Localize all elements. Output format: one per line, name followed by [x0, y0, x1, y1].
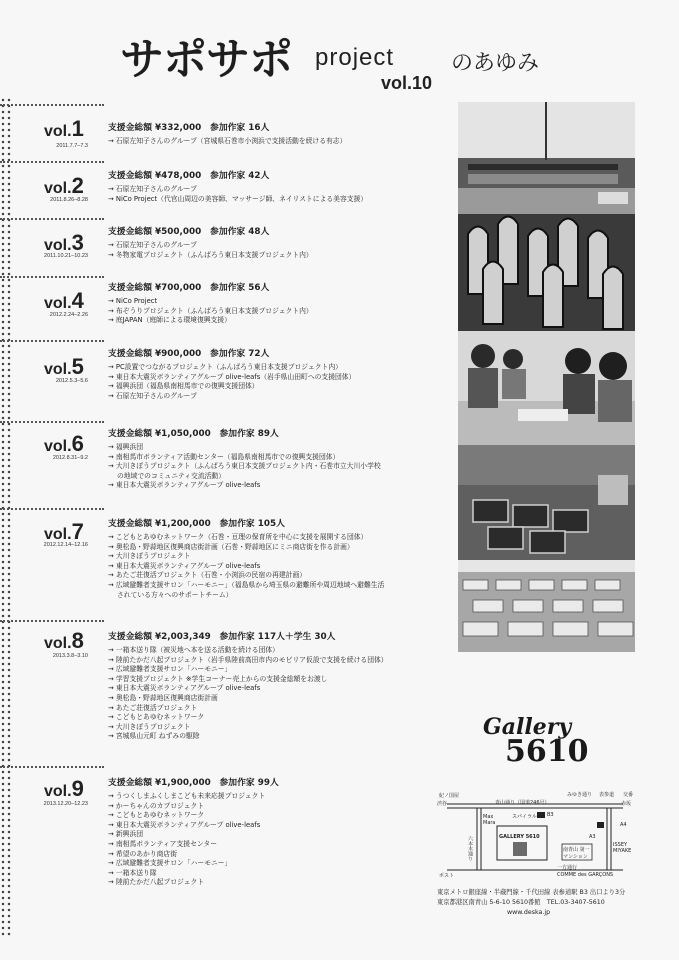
- vol-recipient-list: [108, 792, 458, 888]
- list-item: → 一箱本送り隊（被災地へ本を送る活動を続ける団体）: [108, 646, 279, 654]
- list-item: → 南相馬市ボランティア活動センター（福島県南相馬市での復興支援団体）: [108, 452, 340, 461]
- map-label: ポスト: [439, 873, 455, 879]
- vol-block-8: [0, 620, 458, 764]
- photo-building: [458, 102, 635, 214]
- list-item: → こどもとあゆむネットワーク: [108, 811, 205, 820]
- list-item: → 石原左知子さんのグループ: [108, 185, 197, 193]
- vol-label: vol.6: [44, 431, 84, 456]
- photo-people-workshop: [458, 331, 635, 445]
- list-item: → 広域避難者支援サロン「ハーモニー」: [108, 859, 232, 868]
- vol-date: 2011.7.7–7.3: [56, 143, 88, 149]
- address-line: 東京メトロ銀座線・半蔵門線・千代田線 表参道駅 B3 出口より3分: [437, 889, 626, 896]
- list-item: → 東日本大震災ボランティアグループ olive-leafs: [108, 561, 261, 570]
- map-label: 交番: [623, 792, 634, 798]
- vol-label: vol.5: [44, 354, 84, 379]
- vol-label: vol.7: [44, 519, 84, 544]
- photo-crates: [458, 445, 635, 560]
- vol-block-4: [0, 276, 458, 338]
- list-item: → 布ぞうりプロジェクト（ふんばろう東日本支援プロジェクト内）: [108, 306, 313, 315]
- list-item: → 石原左知子さんのグループ: [108, 241, 197, 249]
- list-item: → 大川きぼうプロジェクト: [108, 722, 191, 731]
- title-vol: vol.10: [381, 73, 433, 93]
- list-item: → 希望のあかり商店街: [108, 849, 178, 858]
- vol-block-9: [0, 766, 458, 916]
- list-item: → かーちゃんのカプロジェクト: [108, 801, 205, 810]
- vol-block-1: [0, 104, 458, 160]
- vol-date: 2011.8.26–8.28: [50, 197, 88, 203]
- gallery-logo-number: 5610: [505, 734, 589, 769]
- list-item: → 新興浜団: [108, 830, 144, 839]
- list-item: → 学習支援プロジェクト ※学生コーナー売上からの支援金総額をお渡し: [108, 674, 328, 683]
- vol-body: [108, 777, 458, 888]
- vol-separator: [0, 421, 104, 423]
- access-address: [437, 888, 637, 918]
- map-label: みゆき通り: [567, 792, 593, 798]
- vol-body: [108, 122, 458, 147]
- vol-body: [108, 428, 458, 491]
- map-label: スパイラル: [512, 814, 537, 820]
- vol-amount: 支援金総額 ¥1,900,000 参加作家 99人: [108, 778, 279, 788]
- vol-amount: 支援金総額 ¥500,000 参加作家 48人: [108, 227, 270, 237]
- title-sub: のあゆみ: [451, 51, 540, 76]
- list-item: → PC設置でつながるプロジェクト（ふんばろう東日本支援プロジェクト内）: [108, 363, 342, 371]
- vol-separator: [0, 340, 104, 342]
- list-item: → 大川きぼうプロジェクト: [108, 552, 191, 561]
- vol-amount: 支援金総額 ¥700,000 参加作家 56人: [108, 283, 270, 293]
- title-project: project: [315, 44, 395, 71]
- vol-body: [108, 170, 458, 204]
- vol-date: 2011.10.21–10.23: [44, 253, 88, 259]
- vol-block-6: [0, 421, 458, 507]
- list-item: → NiCo Project: [108, 297, 158, 305]
- list-item: → こどもとあゆむネットワーク: [108, 713, 205, 722]
- vol-body: [108, 282, 458, 326]
- list-item: → 東日本大震災ボランティアグループ olive-leafs: [108, 820, 261, 829]
- list-item: → NiCo Project（代官山周辺の美容師、マッサージ師、ネイリストによる美容支援）: [108, 194, 368, 203]
- map-label: GALLERY 5610: [499, 834, 540, 840]
- vol-recipient-list: [108, 137, 458, 147]
- vol-body: [108, 226, 458, 260]
- list-item: → うつくしまふくしまこども未来応援プロジェクト: [108, 792, 266, 800]
- list-item: → 広域避難者支援サロン「ハーモニー」（福島県から埼玉県の避難所や周辺地域へ避難生活: [108, 580, 385, 589]
- list-item: → 広域避難者支援サロン「ハーモニー」: [108, 665, 232, 674]
- vol-recipient-list: [108, 443, 458, 491]
- photo-sandals: [458, 214, 635, 331]
- vol-body: [108, 518, 458, 600]
- access-map: [437, 790, 633, 884]
- vol-separator: [0, 620, 104, 622]
- photo-strip: [458, 102, 635, 652]
- list-item: → 南相馬ボランティア支援センター: [108, 839, 217, 848]
- map-label: 一方通行: [557, 865, 578, 871]
- vol-label: vol.4: [44, 288, 84, 313]
- vol-amount: 支援金総額 ¥1,200,000 参加作家 105人: [108, 519, 285, 529]
- list-item: → あたご荘復活プロジェクト: [108, 703, 198, 712]
- vol-block-5: [0, 340, 458, 420]
- map-label: COMME des GARÇONS: [557, 872, 614, 878]
- list-item: → 福興浜団（福島県南相馬市での復興支援団体）: [108, 382, 259, 391]
- list-item: → 陸前たかだ八起プロジェクト（岩手県陸前高田市内のモビリア仮設で支援を続ける団体）: [108, 655, 388, 664]
- vol-separator: [0, 161, 104, 163]
- vol-recipient-list: [108, 297, 458, 326]
- list-item: → こどもとあゆむネットワーク（石巻・亘理の保育所を中心に支援を展開する団体）: [108, 533, 368, 541]
- list-item: → 福興浜団: [108, 443, 144, 451]
- list-item: → 石原左知子さんのグループ（宮城県石巻市小渕浜で支援活動を続ける有志）: [108, 137, 347, 145]
- photo-temporary-housing: [458, 560, 635, 652]
- list-item: → 大川きぼうプロジェクト（ふんばろう東日本支援プロジェクト内・石巻市立大川小学校: [108, 462, 381, 471]
- map-label: 南青山 第一マンション: [563, 847, 590, 860]
- vol-date: 2012.8.31–9.2: [52, 455, 88, 461]
- list-item: されている方々へのサポートチーム）: [108, 590, 233, 599]
- vol-date: 2012.2.24–2.26: [49, 312, 88, 318]
- vol-recipient-list: [108, 241, 458, 260]
- vol-amount: 支援金総額 ¥478,000 参加作家 42人: [108, 171, 270, 181]
- list-item: → 冬物家電プロジェクト（ふんばろう東日本支援プロジェクト内）: [108, 250, 313, 259]
- vol-amount: 支援金総額 ¥1,050,000 参加作家 89人: [108, 429, 279, 439]
- vol-recipient-list: [108, 185, 458, 204]
- map-label: A3: [589, 834, 596, 840]
- gallery-logo-word: Gallery: [483, 714, 572, 740]
- vol-body: [108, 631, 458, 742]
- list-item: → 奥松島・野蒜地区復興商店街計画（石巻・野蒜地区にミニ商店街を作る計画）: [108, 542, 354, 551]
- vol-label: vol.3: [44, 230, 84, 255]
- list-item: → 宮城県山元町 ねずみの駆除: [108, 732, 200, 741]
- map-label: 六本木通り: [467, 836, 473, 861]
- vol-date: 2013.3.8–3.10: [52, 653, 88, 659]
- list-item: → あたご荘復活プロジェクト（石巻・小渕浜の民宿の再建計画）: [108, 571, 307, 580]
- vol-date: 2012.12.14–12.16: [43, 542, 88, 548]
- address-line: 東京都港区南青山 5-6-10 5610番館 TEL.03-3407-5610: [437, 899, 605, 906]
- vol-separator: [0, 766, 104, 768]
- map-label: ISSEY MIYAKE: [613, 842, 632, 854]
- vol-date: 2013.12.20–12.23: [43, 801, 88, 807]
- vol-recipient-list: [108, 363, 458, 401]
- map-label: 紀ノ国屋: [439, 793, 460, 799]
- website-link[interactable]: www.deska.jp: [507, 909, 551, 916]
- vol-amount: 支援金総額 ¥900,000 参加作家 72人: [108, 349, 270, 359]
- list-item: → 石原左知子さんのグループ: [108, 391, 197, 400]
- vol-recipient-list: [108, 646, 458, 742]
- map-label: B3: [547, 812, 554, 818]
- map-label: 青山通り（国道246号）: [495, 800, 550, 806]
- map-label: A4: [620, 822, 627, 828]
- map-label: 表参道: [599, 792, 615, 798]
- map-label: Max Mara: [483, 814, 496, 826]
- vol-recipient-list: [108, 533, 458, 600]
- vol-block-2: [0, 161, 458, 217]
- vol-label: vol.1: [44, 116, 84, 141]
- vol-block-7: [0, 508, 458, 618]
- list-item: → 庭JAPAN（庭師による環境復興支援）: [108, 316, 231, 325]
- map-label: 赤坂: [621, 801, 632, 807]
- vol-separator: [0, 218, 104, 220]
- list-item: → 陸前たかだ八起プロジェクト: [108, 878, 205, 887]
- list-item: → 東日本大震災ボランティアグループ olive-leafs（岩手県山田町への支援団体）: [108, 372, 356, 381]
- vol-separator: [0, 508, 104, 510]
- vol-label: vol.9: [44, 776, 84, 801]
- vol-date: 2012.5.3–5.6: [55, 378, 88, 384]
- map-label: 渋谷: [437, 801, 448, 807]
- list-item: → 東日本大震災ボランティアグループ olive-leafs: [108, 481, 261, 490]
- vol-label: vol.8: [44, 628, 84, 653]
- vol-separator: [0, 276, 104, 278]
- vol-body: [108, 348, 458, 401]
- list-item: → 東日本大震災ボランティアグループ olive-leafs: [108, 684, 261, 693]
- vol-separator: [0, 104, 104, 106]
- vol-amount: 支援金総額 ¥332,000 参加作家 16人: [108, 123, 270, 133]
- list-item: → 奥松島・野蒜地区復興商店街計画: [108, 693, 218, 702]
- title-main: サポサポ: [120, 34, 292, 85]
- list-item: の地域でのコミュニティ交流活動）: [108, 471, 226, 480]
- vol-amount: 支援金総額 ¥2,003,349 参加作家 117人＋学生 30人: [108, 632, 336, 642]
- vol-label: vol.2: [44, 173, 84, 198]
- vol-block-3: [0, 218, 458, 274]
- list-item: → 一箱本送り隊: [108, 868, 157, 877]
